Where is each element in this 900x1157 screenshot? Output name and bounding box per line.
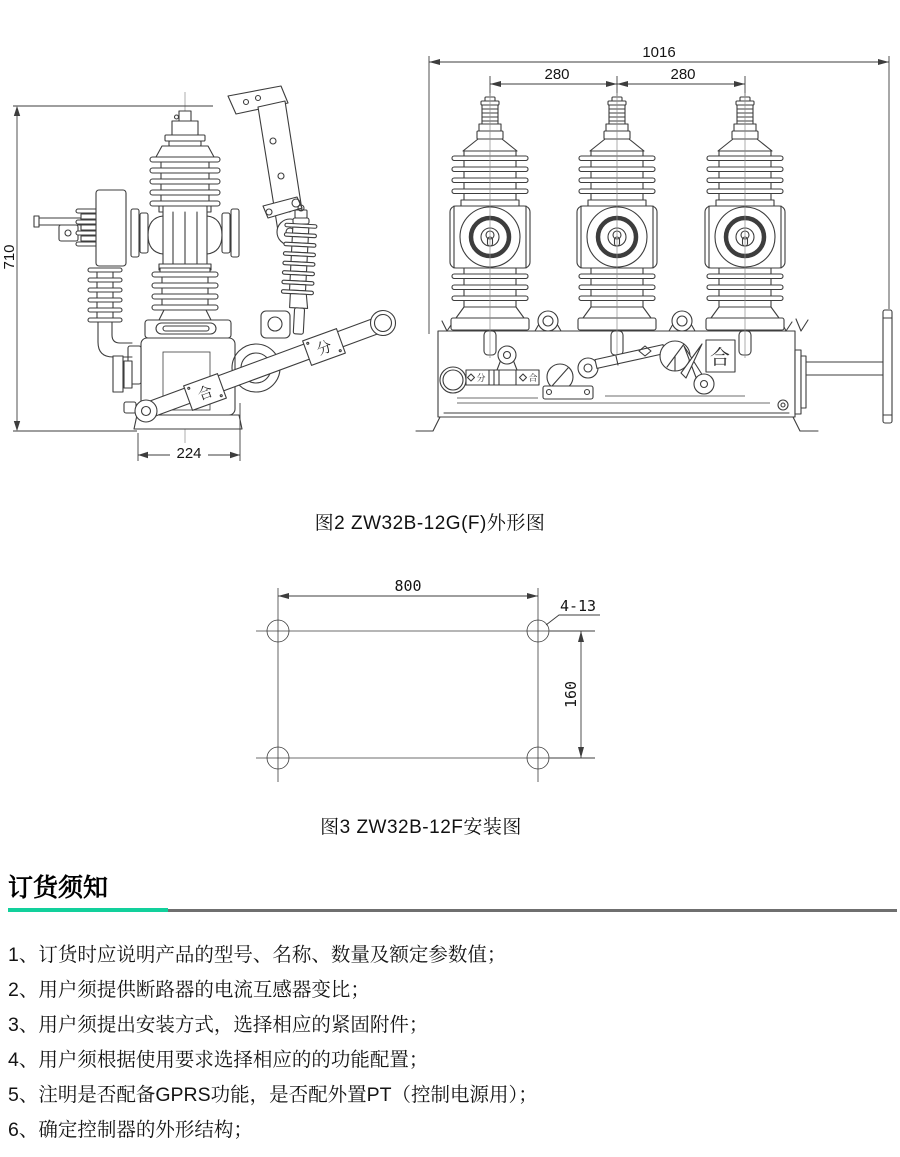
- dim-280: [490, 66, 745, 96]
- dim-800: [278, 577, 538, 599]
- side-view-drawing: [1, 86, 396, 462]
- pole-left: [450, 93, 530, 358]
- heading-rule: [8, 908, 897, 913]
- figure3-drawing: [0, 560, 900, 810]
- lever-open-label: 分: [314, 337, 335, 359]
- heading-rule-accent: [8, 908, 168, 912]
- dim-710-label: 710: [1, 244, 18, 270]
- left-arrester: [88, 268, 132, 392]
- dim-280-left-label: 280: [544, 66, 570, 83]
- mech-open-label: 分: [476, 373, 486, 383]
- figure2-caption: 图2 ZW32B-12G(F)外形图: [314, 513, 546, 534]
- heading-rule-line: [168, 909, 897, 912]
- ordering-heading: 订货须知: [8, 874, 109, 902]
- figure2-drawing: [0, 0, 900, 478]
- lifting-eye: [669, 311, 695, 331]
- ordering-list: [8, 938, 888, 1148]
- dim-280-right-label: 280: [670, 66, 696, 83]
- lower-insulator-ribs: [152, 272, 218, 310]
- order-item-5: 5、注明是否配备GPRS功能，是否配外置PT（控制电源用）；: [8, 1084, 538, 1106]
- dim-224-label: 224: [176, 445, 202, 462]
- dim-800-label: 800: [394, 577, 422, 595]
- order-item-6: 6、确定控制器的外形结构；: [8, 1119, 253, 1141]
- lifting-eye: [535, 311, 561, 331]
- mounting-hole-pattern: [256, 588, 560, 782]
- lever-close-label: 合: [195, 382, 216, 404]
- upper-insulator-ribs: [150, 157, 220, 206]
- order-item-2: 2、用户须提供断路器的电流互感器变比；: [8, 979, 370, 1001]
- dim-4-13-label: 4-13: [559, 597, 597, 615]
- pole-right: [705, 93, 785, 358]
- pole-middle: [577, 93, 657, 358]
- drive-shaft: [795, 310, 892, 423]
- order-item-1: 1、订货时应说明产品的型号、名称、数量及额定参数值；: [8, 944, 507, 966]
- mech-close-label: 合: [528, 373, 538, 383]
- order-item-3: 3、用户须提出安装方式，选择相应的紧固附件；: [8, 1014, 429, 1036]
- figure3-caption: 图3 ZW32B-12F安装图: [320, 817, 522, 838]
- dim-160-label: 160: [562, 680, 580, 709]
- mech-close-box-label: 合: [710, 347, 730, 369]
- dim-160: [550, 631, 595, 758]
- dim-4-13: [546, 597, 600, 625]
- order-item-4: 4、用户须根据使用要求选择相应的的功能配置；: [8, 1049, 429, 1071]
- dim-1016-label: 1016: [642, 44, 676, 61]
- front-view-drawing: [416, 44, 892, 431]
